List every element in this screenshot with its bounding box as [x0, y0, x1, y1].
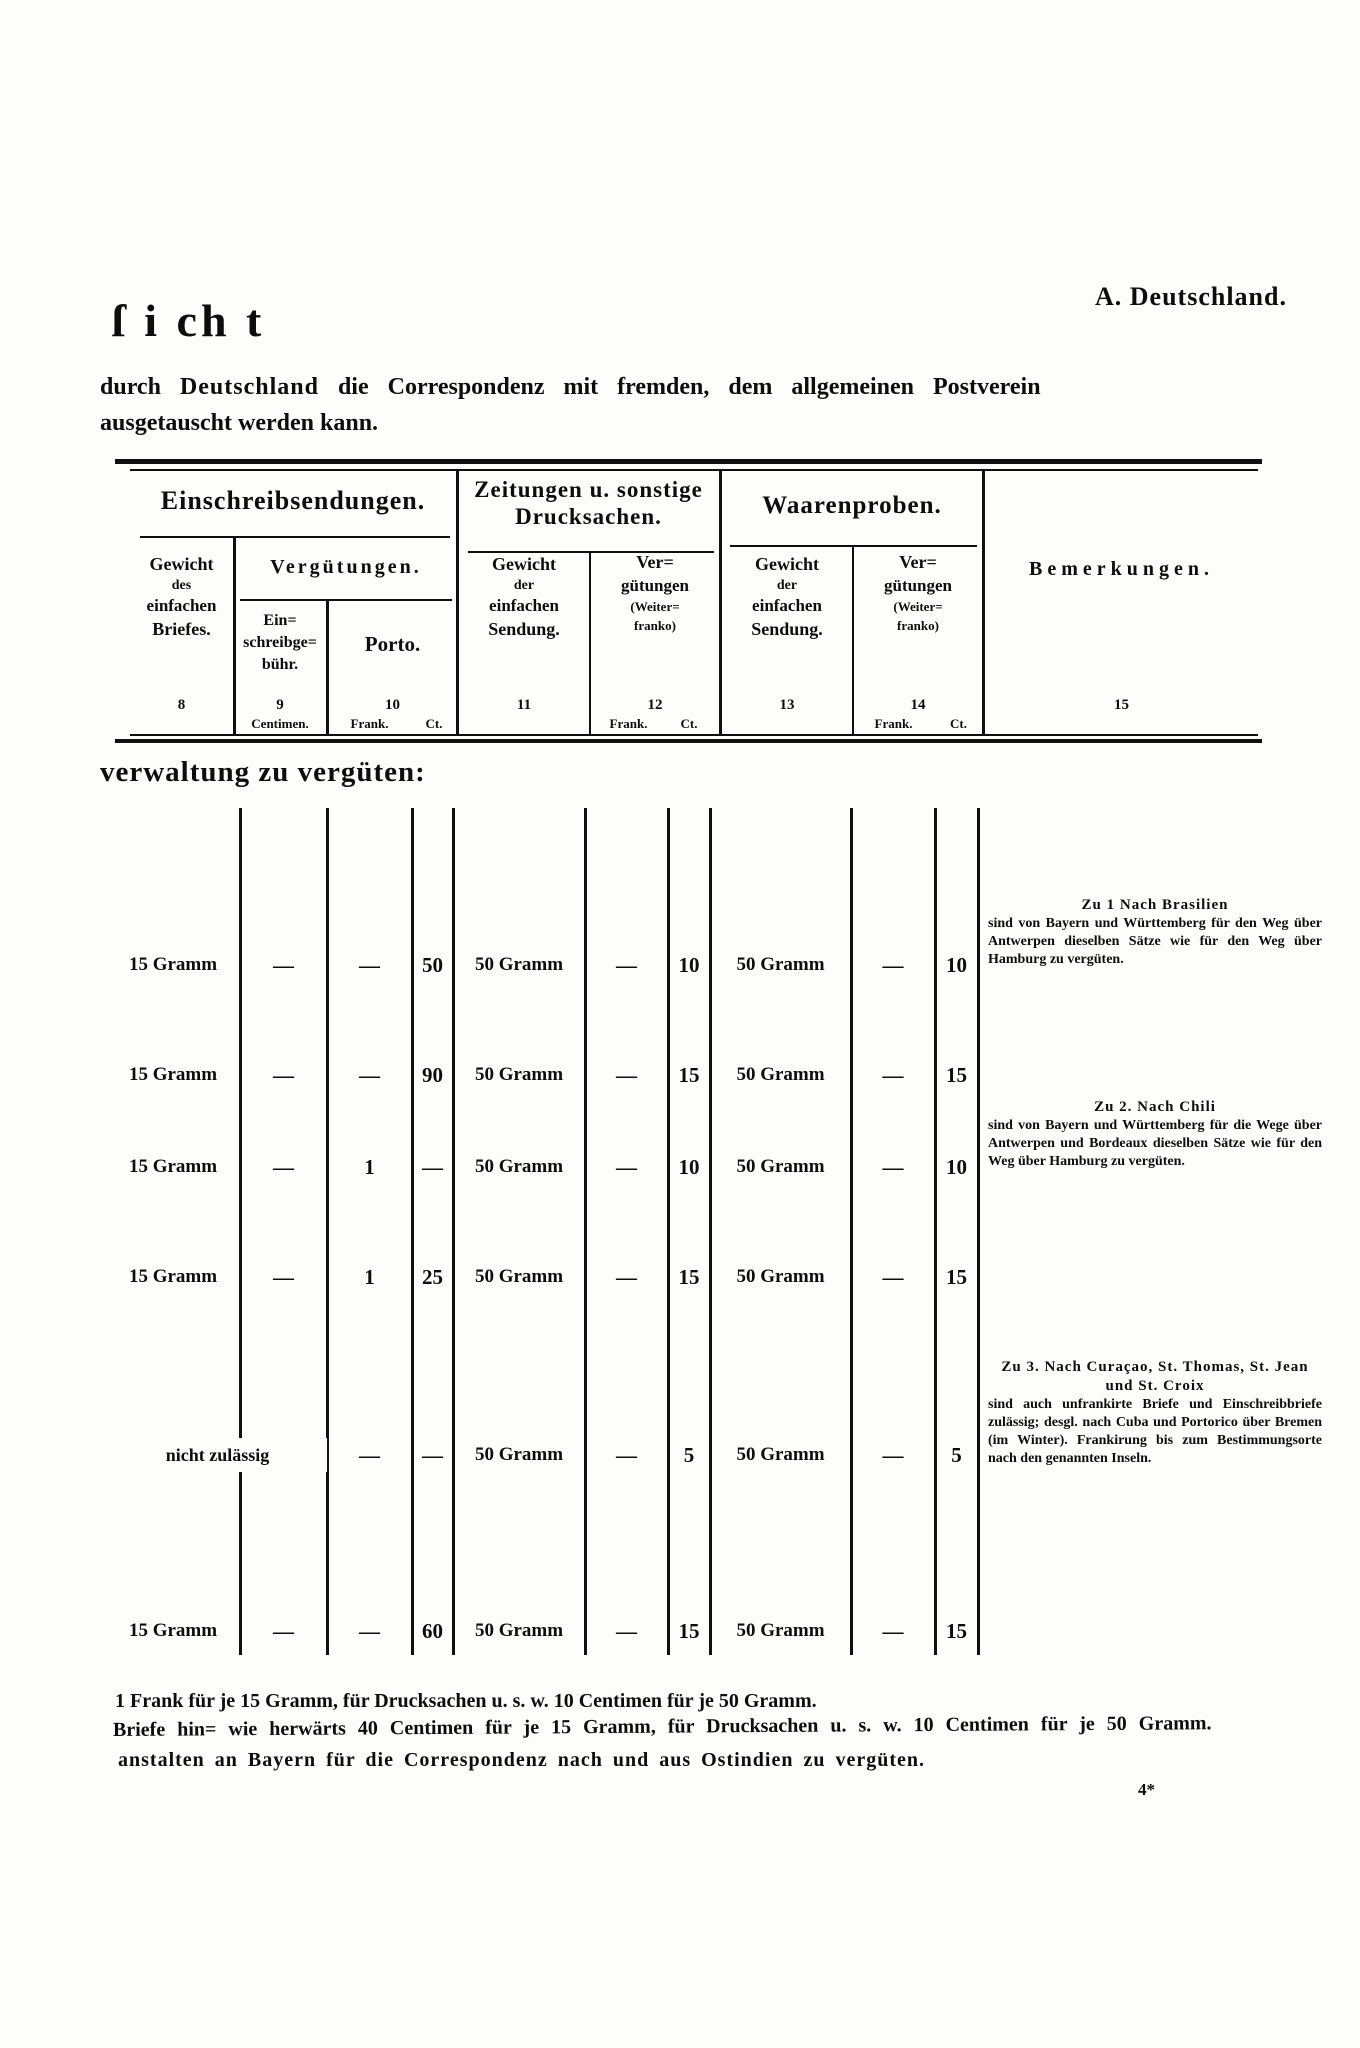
column-number-8: 8 — [177, 697, 186, 713]
cell-zeitungen-gewicht: 50 Gramm — [474, 1444, 564, 1465]
section-label: A. Deutschland. — [1095, 282, 1287, 311]
column-header-line: (Weiter= — [893, 599, 943, 614]
cell-waaren-frank: — — [882, 1265, 904, 1289]
column-header-line: Gewicht — [149, 554, 214, 574]
cell-weight: 15 Gramm — [128, 1156, 218, 1177]
unit-frank: Frank. — [874, 716, 913, 731]
remark-body: sind von Bayern und Württemberg für den Weg über Antwerpen dieselben Sätze wie für den Weg über Hamburg zu vergüten. — [988, 916, 1322, 967]
group-header-einschreibsendungen: Einschreibsendungen. — [160, 486, 426, 515]
remark-title: Zu 2. Nach Chili — [1094, 1099, 1216, 1115]
cell-waaren-gewicht: 50 Gramm — [736, 1620, 825, 1641]
cell-porto-centimes: — — [422, 1155, 443, 1179]
cell-porto-centimes: 60 — [422, 1619, 443, 1643]
group-header-waarenproben: Waarenproben. — [762, 492, 942, 519]
column-header-line: (Weiter= — [630, 599, 680, 614]
intro-line-1 — [100, 374, 1041, 401]
column-header-line: Sendung. — [488, 619, 560, 639]
cell-waaren-frank: — — [882, 1063, 904, 1087]
cell-zeitungen-gewicht: 50 Gramm — [474, 1064, 564, 1085]
footnote-3: anstalten an Bayern für die Correspondenz nach und aus Ostindien zu vergüten. — [118, 1749, 926, 1771]
page-heading-fragment: ſ i ch t — [112, 295, 266, 346]
cell-porto-frank: 1 — [364, 1265, 375, 1289]
cell-porto-frank: — — [359, 1063, 380, 1087]
table-top-rule-thin — [130, 469, 1258, 471]
cell-weight: 15 Gramm — [128, 1266, 218, 1287]
column-header-line: einfachen — [146, 596, 217, 615]
cell-zeitungen-frank: — — [616, 1155, 637, 1179]
cell-waaren-frank: — — [882, 953, 904, 977]
cell-weight-merged: nicht zulässig — [108, 1438, 327, 1472]
table-border-line — [667, 808, 670, 1655]
cell-waaren-frank: — — [882, 1443, 904, 1467]
column-header-gewicht-sendung-zeitungen — [459, 552, 589, 641]
cell-porto-centimes: — — [422, 1443, 443, 1467]
cell-waaren-centimes: 10 — [946, 953, 967, 977]
cell-zeitungen-frank: — — [616, 1265, 637, 1289]
unit-frank: Frank. — [609, 716, 648, 731]
intro-line-2: ausgetauscht werden kann. — [100, 410, 379, 436]
table-border-line — [584, 808, 587, 1655]
intro-line-1-pre: durch — [100, 374, 161, 400]
cell-zeitungen-gewicht: 50 Gramm — [474, 954, 564, 975]
table-border-line — [977, 808, 980, 1655]
column-header-gewicht-briefes — [130, 552, 233, 641]
column-header-line: gütungen — [620, 576, 690, 595]
cell-zeitungen-centimes: 10 — [678, 1155, 700, 1179]
table-border-line — [934, 808, 937, 1655]
cell-einschreibgebuehr: — — [273, 1063, 294, 1087]
column-header-line: Gewicht — [492, 554, 556, 574]
column-header-line: einfachen — [489, 596, 559, 615]
sheet-signature-mark: 4* — [1138, 1780, 1155, 1799]
cell-weight: 15 Gramm — [128, 1064, 218, 1085]
column-header-line: schreibge= — [243, 634, 317, 651]
column-header-line: Ein= — [263, 612, 297, 629]
cell-waaren-gewicht: 50 Gramm — [736, 1266, 825, 1287]
cell-waaren-centimes: 5 — [951, 1443, 962, 1467]
unit-ct: Ct. — [950, 716, 967, 731]
cell-zeitungen-frank: — — [616, 1443, 637, 1467]
group-header-zeitungen-line1: Zeitungen u. sonstige — [474, 477, 703, 502]
cell-zeitungen-gewicht: 50 Gramm — [474, 1266, 564, 1287]
cell-zeitungen-centimes: 5 — [683, 1443, 695, 1467]
cell-zeitungen-centimes: 15 — [678, 1619, 700, 1643]
cell-waaren-gewicht: 50 Gramm — [736, 1156, 825, 1177]
table-border-line — [411, 808, 414, 1655]
cell-zeitungen-gewicht: 50 Gramm — [474, 1620, 564, 1641]
column-number-14: 14 — [910, 697, 926, 713]
table-border-line — [239, 808, 242, 1655]
cell-porto-centimes: 25 — [422, 1265, 443, 1289]
cell-waaren-gewicht: 50 Gramm — [736, 1444, 825, 1465]
column-header-line: des — [171, 578, 192, 593]
group-header-zeitungen — [458, 476, 719, 530]
verguetungen-underline — [240, 599, 452, 601]
column-header-line: franko) — [634, 618, 676, 633]
remark-title: Zu 3. Nach Curaçao, St. Thomas, St. Jean und St. Croix — [1001, 1359, 1309, 1394]
table-border-line — [452, 808, 455, 1655]
column-header-verguetungen-zeitungen — [591, 550, 719, 635]
column-number-10: 10 — [385, 697, 400, 713]
cell-waaren-centimes: 15 — [946, 1063, 967, 1087]
cell-zeitungen-frank: — — [616, 1063, 637, 1087]
remark-body: sind auch unfrankirte Briefe und Einschreibbriefe zulässig; desgl. nach Cuba und Portorico über Bremen (im Winter). Frankirung bis zum Bestimmungsorte nach den genannten Inseln. — [988, 1397, 1322, 1466]
column-number-9: 9 — [276, 697, 284, 713]
remark-chili — [988, 1098, 1322, 1171]
cell-zeitungen-frank: — — [616, 953, 637, 977]
cell-einschreibgebuehr: — — [273, 1619, 294, 1643]
intro-line-1-country: Deutschland — [179, 374, 319, 400]
group-underline — [730, 545, 977, 547]
cell-weight: 15 Gramm — [128, 1620, 218, 1641]
cell-porto-frank: 1 — [364, 1155, 375, 1179]
unit-ct: Ct. — [680, 716, 698, 731]
column-number-13: 13 — [779, 697, 795, 713]
column-header-line: einfachen — [752, 596, 822, 615]
cell-einschreibgebuehr: — — [273, 1155, 294, 1179]
intro-line-1-post: die Correspondenz mit fremden, dem allgemeinen Postverein — [337, 374, 1041, 400]
column-header-einschreibgebuehr — [234, 610, 326, 676]
column-number-12: 12 — [647, 697, 663, 713]
column-number-15: 15 — [1114, 697, 1129, 713]
cell-waaren-centimes: 10 — [946, 1155, 967, 1179]
column-number-11: 11 — [516, 697, 532, 713]
column-header-line: Briefes. — [152, 619, 211, 639]
cell-zeitungen-centimes: 15 — [678, 1265, 700, 1289]
column-header-line: Gewicht — [755, 554, 819, 574]
column-header-line: bühr. — [261, 656, 299, 673]
group-underline — [140, 536, 450, 538]
cell-porto-frank: — — [359, 1443, 380, 1467]
unit-centimen: Centimen. — [251, 716, 309, 731]
remark-curacao — [988, 1358, 1322, 1468]
cell-zeitungen-gewicht: 50 Gramm — [474, 1156, 564, 1177]
footnote-1: 1 Frank für je 15 Gramm, für Drucksachen u. s. w. 10 Centimen für je 50 Gramm. — [115, 1690, 817, 1712]
table-border-line — [709, 808, 712, 1655]
cell-einschreibgebuehr: — — [273, 953, 294, 977]
cell-porto-frank: — — [359, 953, 380, 977]
table-border-line — [326, 808, 329, 1655]
column-header-porto: Porto. — [364, 632, 421, 656]
column-header-line: franko) — [897, 618, 939, 633]
column-header-verguetungen-waaren — [854, 550, 982, 635]
cell-waaren-frank: — — [882, 1619, 904, 1643]
cell-einschreibgebuehr: — — [273, 1265, 294, 1289]
table-bottom-rule-thin — [130, 734, 1258, 736]
footnote-2: Briefe hin= wie herwärts 40 Centimen für je 15 Gramm, für Drucksachen u. s. w. 10 Centimen für je 50 Gramm. — [112, 1712, 1212, 1741]
unit-ct: Ct. — [425, 716, 443, 731]
column-header-gewicht-sendung-waaren — [722, 552, 852, 641]
cell-porto-frank: — — [359, 1619, 380, 1643]
cell-porto-centimes: 90 — [422, 1063, 443, 1087]
column-header-line: gütungen — [883, 576, 953, 595]
unit-frank: Frank. — [350, 716, 389, 731]
group-header-zeitungen-line2: Drucksachen. — [515, 504, 662, 529]
table-bottom-rule-thick — [115, 739, 1262, 743]
remark-body: sind von Bayern und Württemberg für die Wege über Antwerpen und Bordeaux dieselben Sätze wie für den Weg über Hamburg zu vergüten. — [988, 1118, 1322, 1169]
cell-zeitungen-centimes: 15 — [678, 1063, 700, 1087]
table-top-rule-thick — [115, 459, 1262, 464]
column-header-line: der — [776, 578, 798, 593]
cell-waaren-gewicht: 50 Gramm — [736, 954, 825, 975]
cell-waaren-centimes: 15 — [946, 1265, 967, 1289]
column-header-verguetungen-group: Vergütungen. — [270, 556, 422, 578]
column-header-line: der — [513, 578, 535, 593]
column-header-bemerkungen: Bemerkungen. — [1029, 558, 1214, 580]
cell-waaren-frank: — — [882, 1155, 904, 1179]
cell-porto-centimes: 50 — [422, 953, 443, 977]
table-border-line — [850, 808, 853, 1655]
cell-weight: 15 Gramm — [128, 954, 218, 975]
cell-zeitungen-centimes: 10 — [678, 953, 700, 977]
column-header-line: Sendung. — [751, 619, 823, 639]
column-header-line: Ver= — [636, 552, 674, 572]
continuation-text: verwaltung zu vergüten: — [100, 756, 426, 788]
remark-title: Zu 1 Nach Brasilien — [1081, 897, 1229, 913]
remark-brasilien — [988, 896, 1322, 969]
cell-waaren-gewicht: 50 Gramm — [736, 1064, 825, 1085]
cell-zeitungen-frank: — — [616, 1619, 637, 1643]
column-header-line: Ver= — [899, 552, 937, 572]
cell-waaren-centimes: 15 — [946, 1619, 967, 1643]
